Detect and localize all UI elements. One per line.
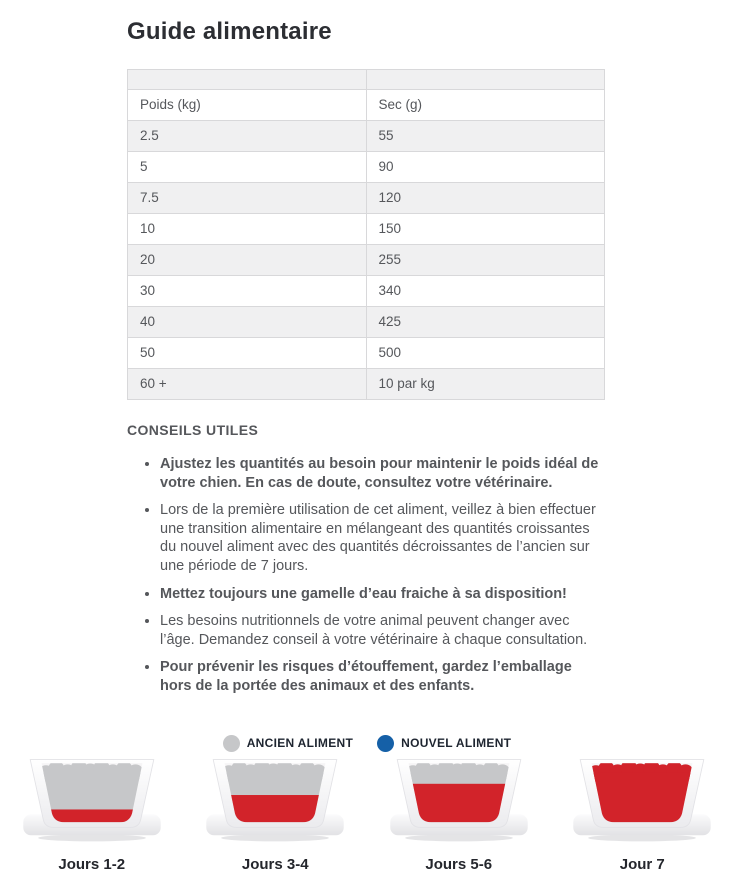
bowl-label: Jours 3-4 xyxy=(184,856,368,873)
table-cell: 50 xyxy=(128,338,367,369)
tips-list xyxy=(127,455,605,696)
table-cell: Sec (g) xyxy=(366,90,605,121)
table-cell: 7.5 xyxy=(128,183,367,214)
transition-bowl-graphic xyxy=(568,757,716,844)
table-row xyxy=(128,121,605,152)
table-row xyxy=(128,152,605,183)
table-cell: 40 xyxy=(128,307,367,338)
table-row xyxy=(128,183,605,214)
bowl-label: Jours 1-2 xyxy=(0,856,184,873)
table-row xyxy=(128,307,605,338)
tip-item: • Les besoins nutritionnels de votre animal peuvent changer avec l’âge. Demandez conseil à votre vétérinaire à chaque consultation. xyxy=(160,612,605,649)
legend-item xyxy=(377,735,511,752)
legend xyxy=(0,735,734,752)
table-cell: 90 xyxy=(366,152,605,183)
table-row xyxy=(128,245,605,276)
bowl-column xyxy=(367,757,551,873)
table-cell: Poids (kg) xyxy=(128,90,367,121)
transition-bowl-graphic xyxy=(385,757,533,844)
table-cell: 255 xyxy=(366,245,605,276)
transition-bowls xyxy=(0,757,734,873)
legend-label: ANCIEN ALIMENT xyxy=(247,736,353,750)
bowl-label: Jours 5-6 xyxy=(367,856,551,873)
bowl-column xyxy=(184,757,368,873)
table-cell: 10 xyxy=(128,214,367,245)
table-row xyxy=(128,338,605,369)
tip-item: • Pour prévenir les risques d’étouffement, gardez l’emballage hors de la portée des animaux et des enfants. xyxy=(160,658,605,695)
transition-bowl-graphic xyxy=(201,757,349,844)
tip-item: • Lors de la première utilisation de cet aliment, veillez à bien effectuer une transition alimentaire en mélangeant des quantités croissantes du nouvel aliment avec des quantités décroissantes de l’ancien sur une période de 7 jours. xyxy=(160,501,605,575)
table-row xyxy=(128,214,605,245)
table-cell: 2.5 xyxy=(128,121,367,152)
bowl-column xyxy=(0,757,184,873)
table-cell: 60 + xyxy=(128,369,367,400)
table-header-row xyxy=(128,90,605,121)
table-row xyxy=(128,369,605,400)
tip-item: • Ajustez les quantités au besoin pour maintenir le poids idéal de votre chien. En cas de doute, consultez votre vétérinaire. xyxy=(160,455,605,492)
feeding-table xyxy=(127,69,605,400)
table-row xyxy=(128,276,605,307)
table-empty-header-row xyxy=(128,70,605,90)
feeding-guide-section xyxy=(127,18,605,696)
table-cell: 5 xyxy=(128,152,367,183)
legend-item xyxy=(223,735,353,752)
tips-heading: CONSEILS UTILES xyxy=(127,422,605,438)
legend-dot-old-food xyxy=(223,735,240,752)
bowl-column xyxy=(551,757,734,873)
table-cell: 55 xyxy=(366,121,605,152)
table-cell: 10 par kg xyxy=(366,369,605,400)
page-title: Guide alimentaire xyxy=(127,18,605,46)
transition-bowl-graphic xyxy=(18,757,166,844)
legend-label: NOUVEL ALIMENT xyxy=(401,736,511,750)
table-cell: 20 xyxy=(128,245,367,276)
table-cell: 120 xyxy=(366,183,605,214)
legend-dot-new-food xyxy=(377,735,394,752)
bowl-label: Jour 7 xyxy=(551,856,734,873)
table-cell: 150 xyxy=(366,214,605,245)
table-cell: 340 xyxy=(366,276,605,307)
tip-item: • Mettez toujours une gamelle d’eau fraiche à sa disposition! xyxy=(160,585,605,604)
table-cell: 425 xyxy=(366,307,605,338)
table-cell: 30 xyxy=(128,276,367,307)
table-cell: 500 xyxy=(366,338,605,369)
